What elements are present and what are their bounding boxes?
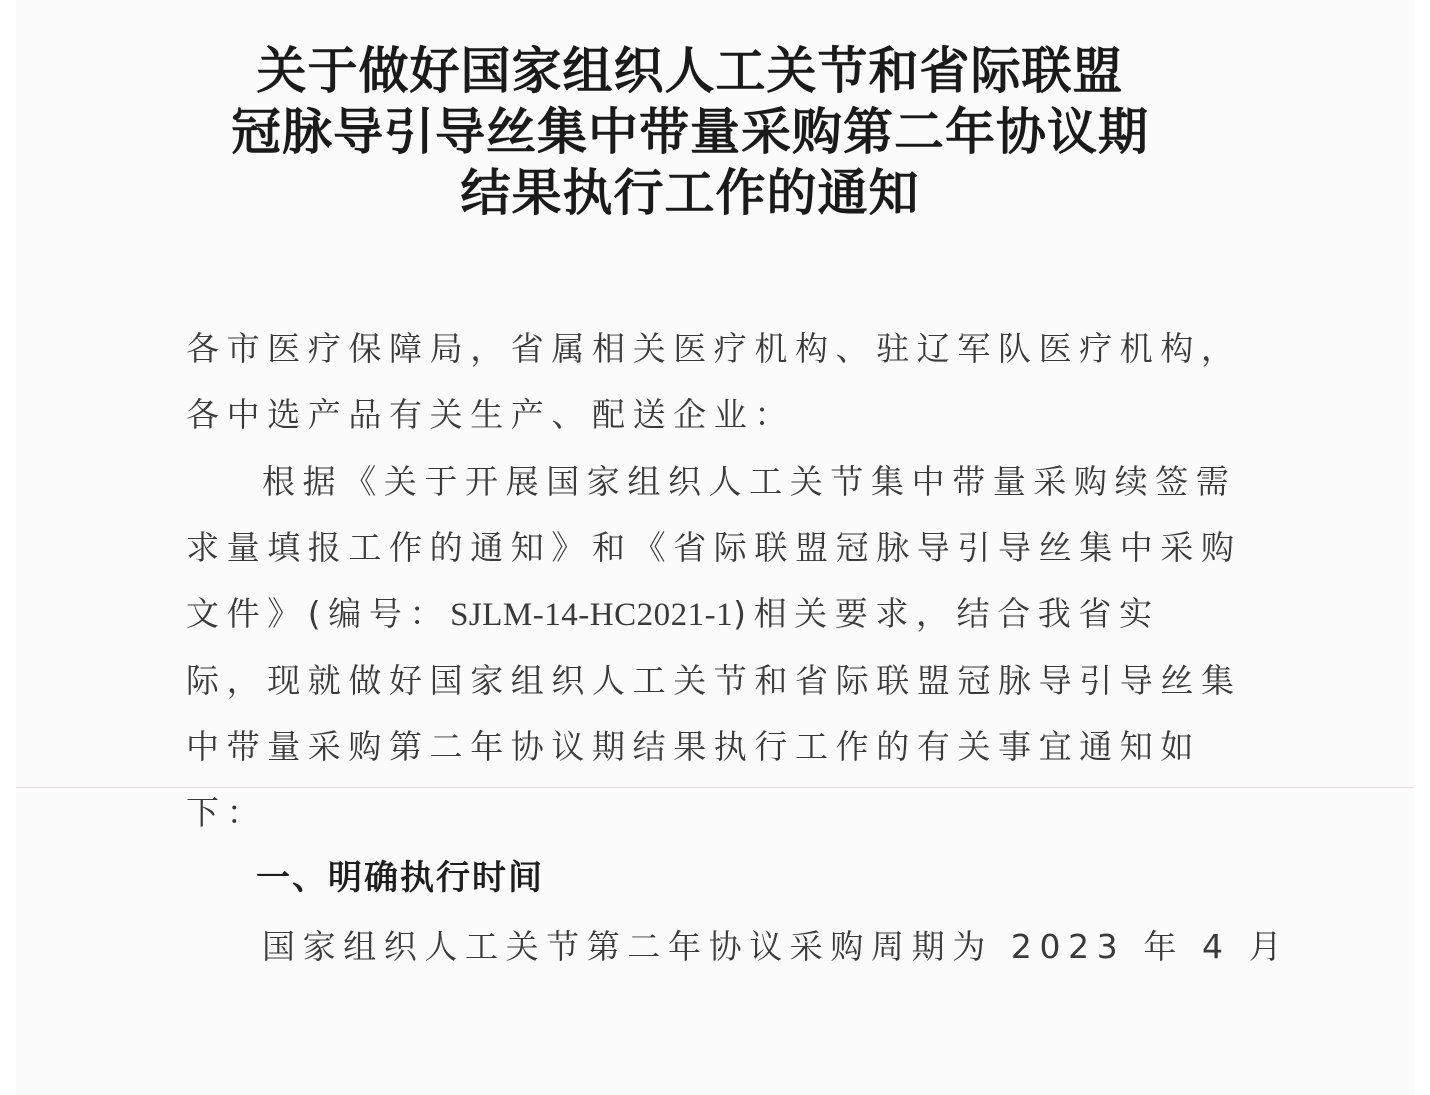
paragraph-1-line-3-pre: 文件》(编号： (186, 594, 451, 633)
paragraph-1-line-2: 求量填报工作的通知》和《省际联盟冠脉导引导丝集中采购 (186, 528, 1242, 567)
paragraph-1-line-3-post: )相关要求，结合我省实 (733, 594, 1160, 633)
salutation (186, 316, 1242, 448)
section-1-heading: 一、明确执行时间 (256, 858, 544, 898)
section-1-body (186, 914, 1290, 980)
paragraph-1-line-4: 际，现就做好国家组织人工关节和省际联盟冠脉导引导丝集 (186, 661, 1242, 700)
paragraph-1-line-1: 根据《关于开展国家组织人工关节集中带量采购续签需 (262, 462, 1237, 501)
section-1-line-1: 国家组织人工关节第二年协议采购周期为 2023 年 4 月 (262, 927, 1290, 966)
title-line-2: 冠脉导引导丝集中带量采购第二年协议期 (231, 102, 1149, 161)
page-edge (1414, 0, 1430, 1095)
title-line-1: 关于做好国家组织人工关节和省际联盟 (256, 41, 1124, 100)
salutation-line-2: 各中选产品有关生产、配送企业： (186, 395, 795, 434)
paragraph-1 (186, 449, 1242, 846)
paragraph-1-line-6: 下： (186, 793, 268, 832)
paragraph-1-line-5: 中带量采购第二年协议期结果执行工作的有关事宜通知如 (186, 727, 1201, 766)
paragraph-1-line-3 (186, 581, 1180, 648)
title-line-3: 结果执行工作的通知 (460, 163, 920, 222)
document-code: SJLM-14-HC2021-1 (450, 597, 734, 633)
document-title (100, 40, 1280, 223)
salutation-line-1: 各市医疗保障局，省属相关医疗机构、驻辽军队医疗机构， (186, 329, 1242, 368)
